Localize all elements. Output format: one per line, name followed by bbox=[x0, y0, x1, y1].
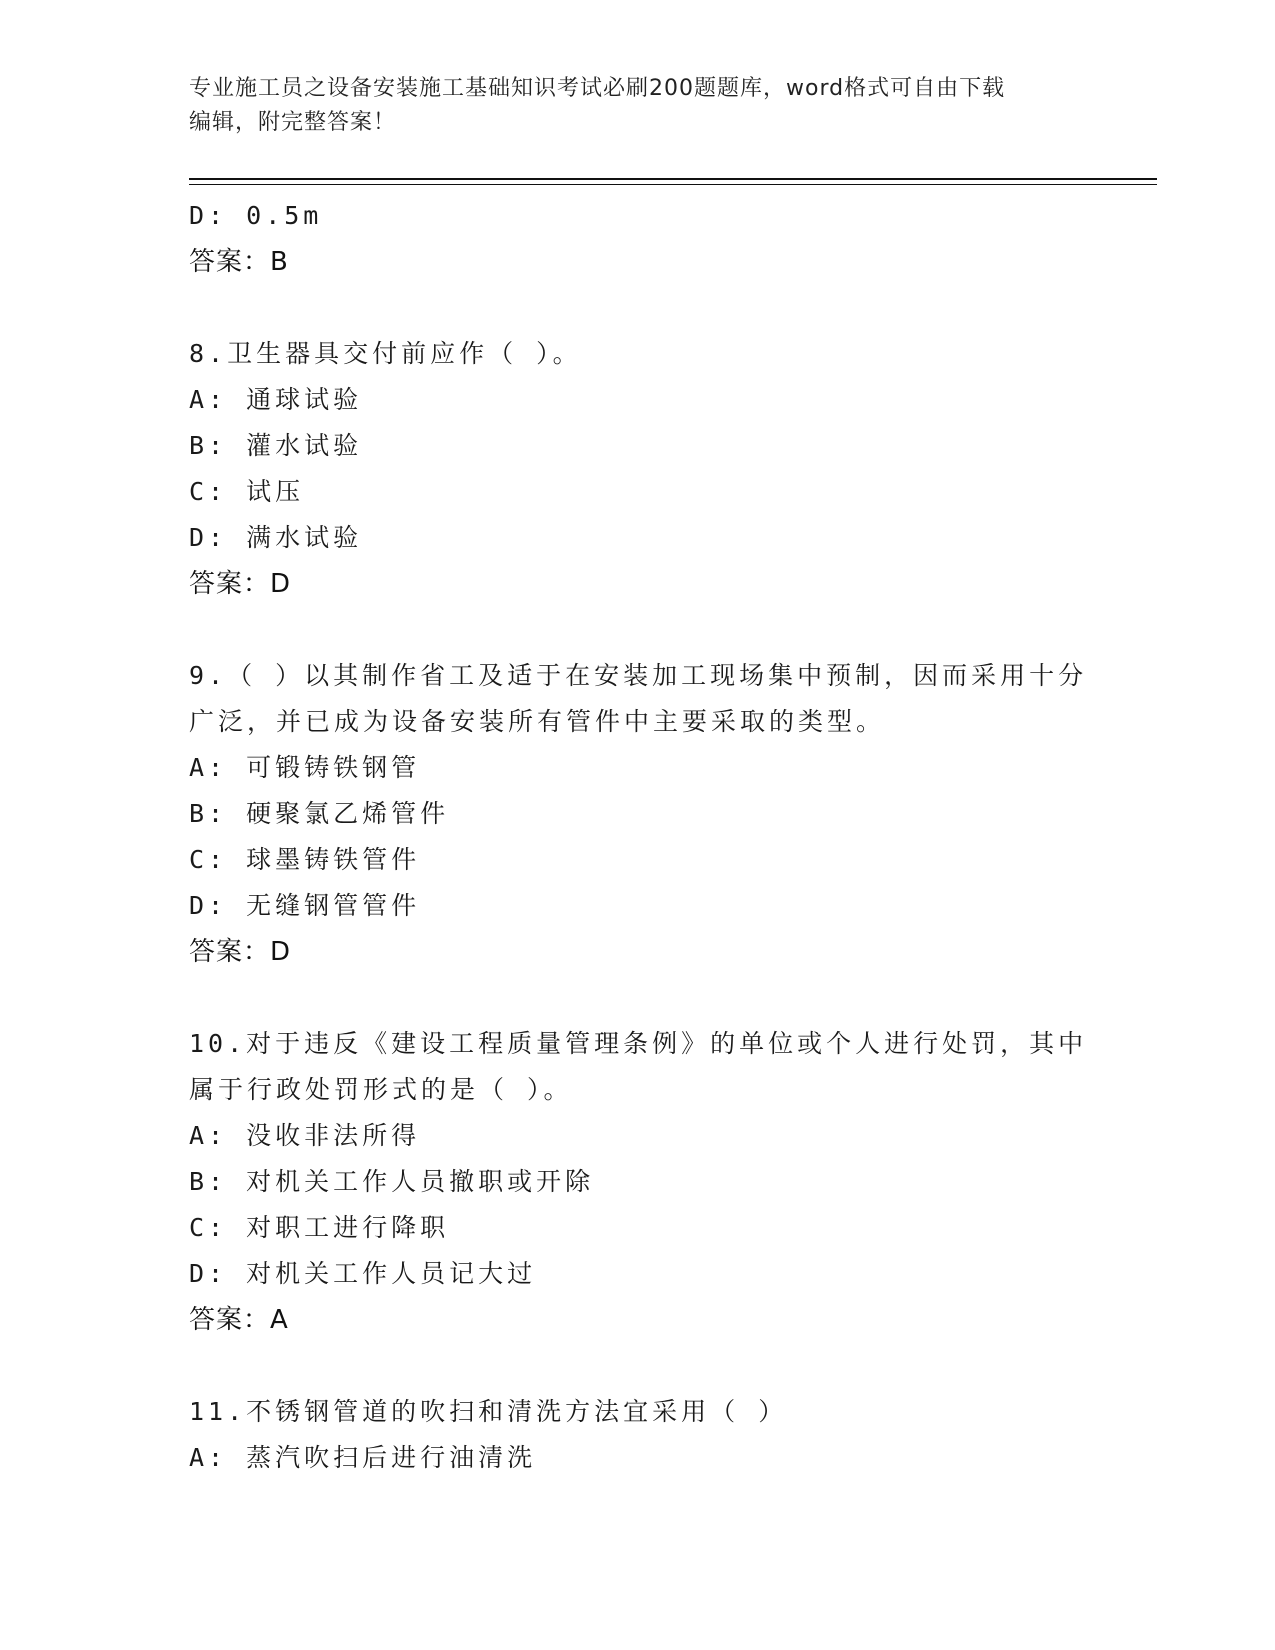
question-stem: 8.卫生器具交付前应作（ ）。 bbox=[189, 339, 582, 368]
spacer bbox=[189, 285, 1089, 331]
question-stem: 9.（ ）以其制作省工及适于在安装加工现场集中预制，因而采用十分 bbox=[189, 661, 1088, 690]
option-a: A: 没收非法所得 bbox=[189, 1121, 421, 1150]
previous-question-tail bbox=[189, 193, 1089, 285]
question-stem-continued: 广泛，并已成为设备安装所有管件中主要采取的类型。 bbox=[189, 707, 886, 736]
option-b: B: 对机关工作人员撤职或开除 bbox=[189, 1167, 595, 1196]
option-c: C: 试压 bbox=[189, 477, 305, 506]
question-8 bbox=[189, 331, 1089, 607]
option-a: A: 蒸汽吹扫后进行油清洗 bbox=[189, 1443, 537, 1472]
option-d: D: 对机关工作人员记大过 bbox=[189, 1259, 537, 1288]
question-list bbox=[189, 193, 1089, 1481]
option-d: D: 无缝钢管管件 bbox=[189, 891, 421, 920]
answer-line: 答案：A bbox=[189, 1305, 289, 1335]
option-a: A: 通球试验 bbox=[189, 385, 363, 414]
answer-line: 答案：B bbox=[189, 247, 289, 277]
option-a: A: 可锻铸铁钢管 bbox=[189, 753, 421, 782]
header-title-line-1: 专业施工员之设备安装施工基础知识考试必刷200题题库，word格式可自由下载 bbox=[189, 76, 1006, 101]
answer-line: 答案：D bbox=[189, 937, 292, 967]
question-stem-continued: 属于行政处罚形式的是（ ）。 bbox=[189, 1075, 573, 1104]
option-b: B: 硬聚氯乙烯管件 bbox=[189, 799, 450, 828]
question-9 bbox=[189, 653, 1089, 975]
spacer bbox=[189, 607, 1089, 653]
question-stem: 10.对于违反《建设工程质量管理条例》的单位或个人进行处罚，其中 bbox=[189, 1029, 1088, 1058]
answer-line: 答案：D bbox=[189, 569, 292, 599]
spacer bbox=[189, 975, 1089, 1021]
spacer bbox=[189, 1343, 1089, 1389]
question-stem: 11.不锈钢管道的吹扫和清洗方法宜采用（ ） bbox=[189, 1397, 788, 1426]
question-11 bbox=[189, 1389, 1089, 1481]
option-d: D: 满水试验 bbox=[189, 523, 363, 552]
header-divider-thick bbox=[189, 178, 1157, 180]
document-header bbox=[189, 72, 1079, 140]
option-d: D: 0.5m bbox=[189, 201, 323, 230]
header-divider-thin bbox=[189, 184, 1157, 185]
question-10 bbox=[189, 1021, 1089, 1343]
option-c: C: 对职工进行降职 bbox=[189, 1213, 450, 1242]
option-b: B: 灌水试验 bbox=[189, 431, 363, 460]
header-title-line-2: 编辑，附完整答案！ bbox=[189, 110, 397, 135]
option-c: C: 球墨铸铁管件 bbox=[189, 845, 421, 874]
